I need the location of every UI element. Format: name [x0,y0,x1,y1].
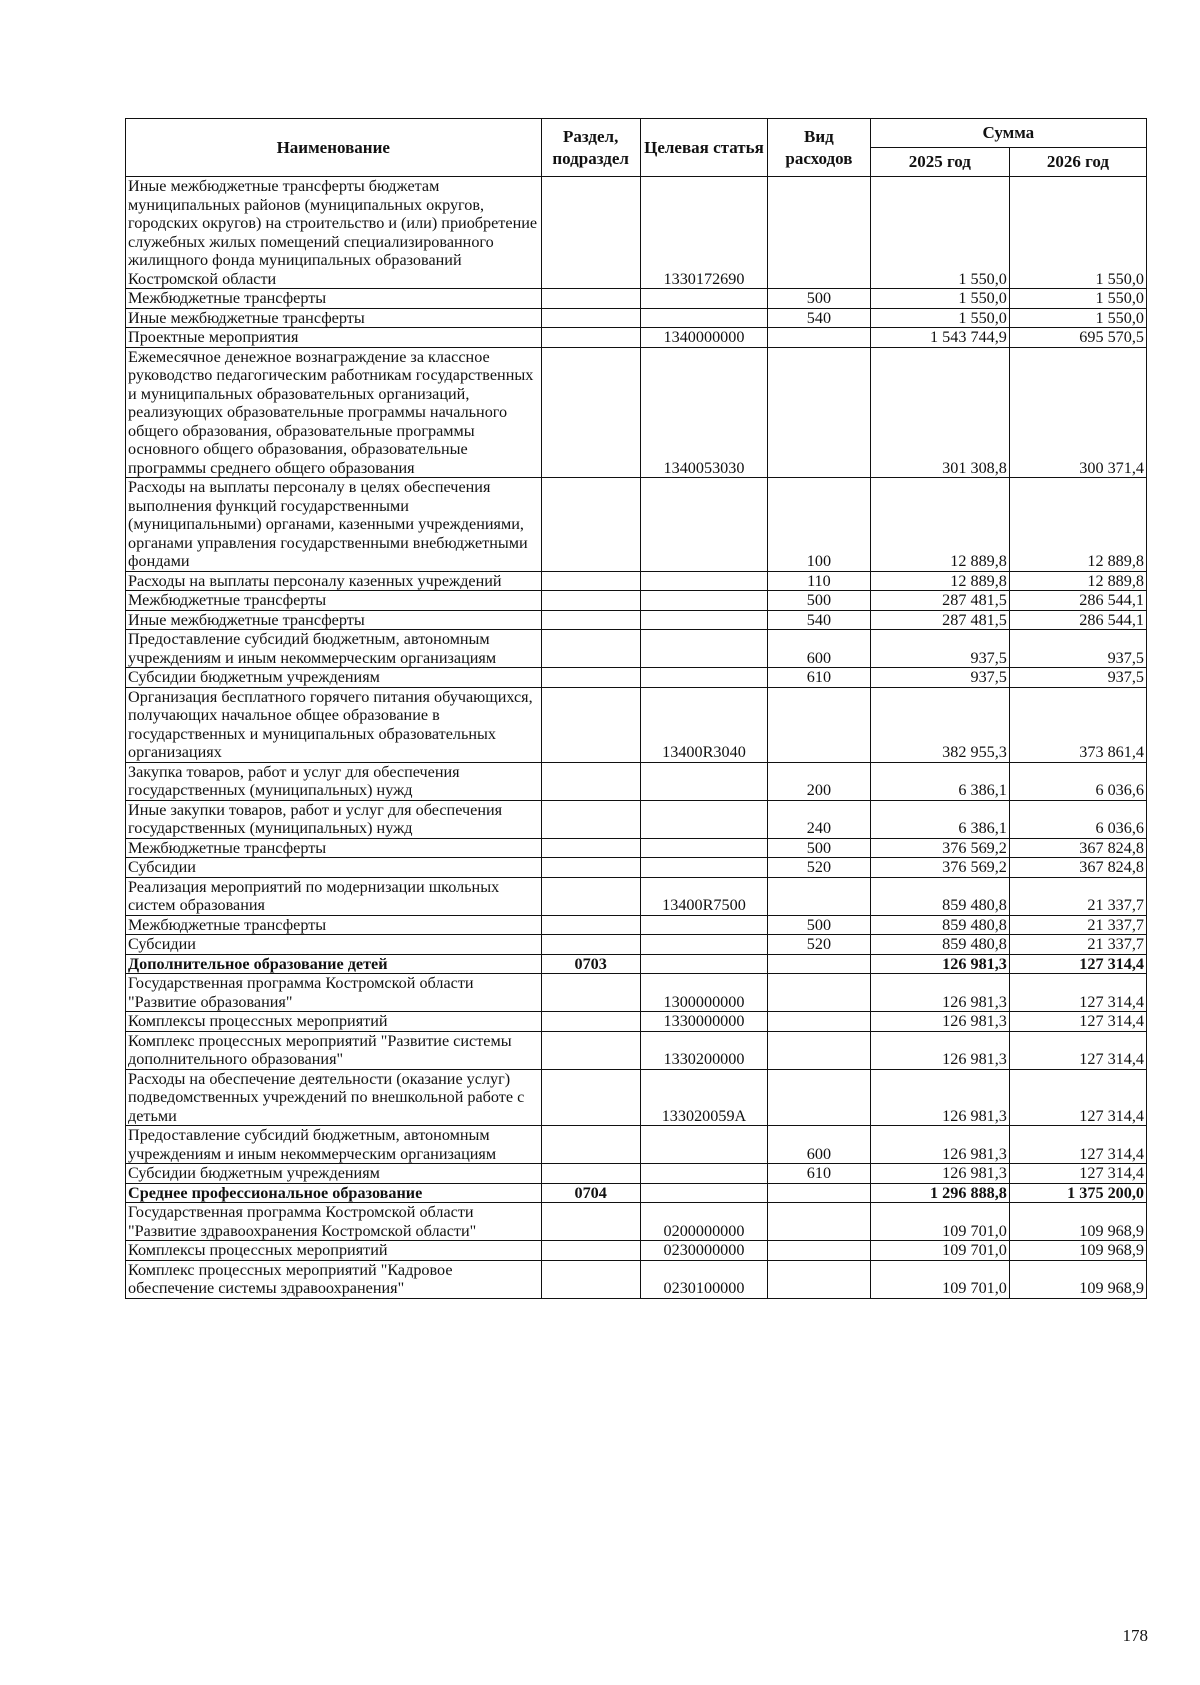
cell-sum-2026: 6 036,6 [1009,762,1146,800]
table-row [126,347,1147,478]
cell-sum-2026: 21 337,7 [1009,915,1146,935]
cell-sum-2025: 126 981,3 [870,1069,1009,1126]
cell-name: Комплекс процессных мероприятий "Кадровое обеспечение системы здравоохранения" [126,1260,542,1298]
cell-sum-2025: 126 981,3 [870,1126,1009,1164]
cell-sum-2026: 1 375 200,0 [1009,1183,1146,1203]
cell-name: Организация бесплатного горячего питания обучающихся, получающих начальное общее образование в государственных и муниципальных образовательных организациях [126,687,542,762]
cell-razdel [541,591,640,611]
header-name: Наименование [126,119,542,177]
cell-celevaya-statya: 1340053030 [640,347,767,478]
header-year-2025: 2025 год [870,148,1009,177]
cell-sum-2025: 1 550,0 [870,289,1009,309]
cell-vid-rashodov: 240 [768,800,871,838]
cell-razdel [541,478,640,572]
table-row [126,1012,1147,1032]
table-row [126,1031,1147,1069]
cell-name: Комплексы процессных мероприятий [126,1241,542,1261]
table-row [126,610,1147,630]
table-row [126,954,1147,974]
table-row [126,478,1147,572]
cell-razdel [541,1069,640,1126]
cell-celevaya-statya [640,571,767,591]
cell-razdel [541,974,640,1012]
cell-sum-2026: 127 314,4 [1009,1126,1146,1164]
cell-name: Государственная программа Костромской области "Развитие здравоохранения Костромской области" [126,1203,542,1241]
cell-razdel: 0703 [541,954,640,974]
cell-sum-2025: 287 481,5 [870,610,1009,630]
cell-celevaya-statya [640,308,767,328]
table-row [126,1126,1147,1164]
cell-name: Расходы на выплаты персоналу казенных учреждений [126,571,542,591]
cell-razdel [541,630,640,668]
cell-vid-rashodov: 500 [768,838,871,858]
cell-razdel [541,687,640,762]
cell-name: Субсидии [126,935,542,955]
cell-celevaya-statya [640,800,767,838]
cell-vid-rashodov: 520 [768,935,871,955]
cell-sum-2026: 109 968,9 [1009,1260,1146,1298]
table-row [126,974,1147,1012]
cell-name: Межбюджетные трансферты [126,915,542,935]
table-row [126,591,1147,611]
cell-sum-2026: 937,5 [1009,630,1146,668]
cell-celevaya-statya [640,668,767,688]
cell-celevaya-statya [640,1164,767,1184]
cell-name: Государственная программа Костромской области "Развитие образования" [126,974,542,1012]
cell-sum-2025: 376 569,2 [870,838,1009,858]
cell-sum-2026: 127 314,4 [1009,974,1146,1012]
cell-vid-rashodov: 610 [768,668,871,688]
cell-name: Комплексы процессных мероприятий [126,1012,542,1032]
cell-razdel [541,289,640,309]
cell-razdel [541,1203,640,1241]
cell-vid-rashodov: 500 [768,591,871,611]
cell-sum-2026: 21 337,7 [1009,877,1146,915]
cell-sum-2026: 286 544,1 [1009,591,1146,611]
cell-sum-2025: 1 543 744,9 [870,328,1009,348]
cell-name: Реализация мероприятий по модернизации школьных систем образования [126,877,542,915]
cell-vid-rashodov [768,877,871,915]
table-row [126,289,1147,309]
cell-sum-2026: 1 550,0 [1009,289,1146,309]
cell-sum-2026: 127 314,4 [1009,954,1146,974]
cell-celevaya-statya: 1330200000 [640,1031,767,1069]
cell-razdel [541,1031,640,1069]
cell-sum-2025: 301 308,8 [870,347,1009,478]
cell-name: Дополнительное образование детей [126,954,542,974]
cell-vid-rashodov [768,1241,871,1261]
cell-vid-rashodov [768,347,871,478]
cell-sum-2026: 127 314,4 [1009,1012,1146,1032]
cell-vid-rashodov: 200 [768,762,871,800]
table-row [126,838,1147,858]
cell-vid-rashodov [768,1069,871,1126]
cell-razdel [541,1241,640,1261]
page-number: 178 [1122,1626,1148,1645]
cell-sum-2025: 126 981,3 [870,1012,1009,1032]
cell-name: Закупка товаров, работ и услуг для обеспечения государственных (муниципальных) нужд [126,762,542,800]
cell-name: Межбюджетные трансферты [126,289,542,309]
cell-razdel [541,915,640,935]
cell-sum-2025: 6 386,1 [870,762,1009,800]
cell-sum-2026: 1 550,0 [1009,308,1146,328]
header-celevaya: Целевая статья [640,119,767,177]
cell-celevaya-statya: 1330172690 [640,177,767,289]
table-row [126,1183,1147,1203]
cell-vid-rashodov: 110 [768,571,871,591]
cell-name: Иные межбюджетные трансферты бюджетам муниципальных районов (муниципальных округов, городских округов) на строительство и (или) приобретение служебных жилых помещений специализированного жилищного фонда муниципальных образований Костромской области [126,177,542,289]
cell-celevaya-statya [640,591,767,611]
cell-sum-2026: 1 550,0 [1009,177,1146,289]
cell-sum-2025: 937,5 [870,668,1009,688]
cell-celevaya-statya: 13400R7500 [640,877,767,915]
cell-sum-2026: 937,5 [1009,668,1146,688]
cell-razdel [541,762,640,800]
cell-razdel [541,177,640,289]
cell-razdel [541,1012,640,1032]
cell-sum-2025: 126 981,3 [870,1164,1009,1184]
cell-sum-2025: 859 480,8 [870,935,1009,955]
cell-celevaya-statya [640,478,767,572]
cell-razdel: 0704 [541,1183,640,1203]
cell-name: Среднее профессиональное образование [126,1183,542,1203]
cell-sum-2025: 12 889,8 [870,571,1009,591]
cell-razdel [541,800,640,838]
cell-sum-2025: 6 386,1 [870,800,1009,838]
cell-sum-2025: 859 480,8 [870,915,1009,935]
cell-sum-2026: 373 861,4 [1009,687,1146,762]
cell-vid-rashodov: 540 [768,610,871,630]
cell-sum-2026: 127 314,4 [1009,1031,1146,1069]
cell-celevaya-statya: 1300000000 [640,974,767,1012]
cell-celevaya-statya: 133020059А [640,1069,767,1126]
table-row [126,687,1147,762]
cell-vid-rashodov [768,974,871,1012]
cell-celevaya-statya: 1340000000 [640,328,767,348]
table-row [126,1260,1147,1298]
cell-vid-rashodov: 100 [768,478,871,572]
cell-razdel [541,838,640,858]
cell-sum-2025: 126 981,3 [870,954,1009,974]
cell-vid-rashodov [768,1260,871,1298]
cell-razdel [541,1126,640,1164]
cell-sum-2025: 859 480,8 [870,877,1009,915]
cell-sum-2025: 287 481,5 [870,591,1009,611]
table-row [126,915,1147,935]
table-row [126,328,1147,348]
table-row [126,1203,1147,1241]
cell-celevaya-statya: 0230000000 [640,1241,767,1261]
cell-vid-rashodov [768,328,871,348]
table-row [126,877,1147,915]
cell-celevaya-statya [640,1183,767,1203]
budget-table [125,118,1147,1299]
header-year-2026: 2026 год [1009,148,1146,177]
table-row [126,1069,1147,1126]
cell-sum-2025: 126 981,3 [870,974,1009,1012]
table-row [126,571,1147,591]
table-row [126,630,1147,668]
table-row [126,800,1147,838]
cell-sum-2026: 367 824,8 [1009,838,1146,858]
cell-name: Межбюджетные трансферты [126,591,542,611]
cell-sum-2026: 21 337,7 [1009,935,1146,955]
table-row [126,1164,1147,1184]
cell-name: Субсидии [126,858,542,878]
cell-celevaya-statya [640,858,767,878]
cell-name: Иные закупки товаров, работ и услуг для обеспечения государственных (муниципальных) нужд [126,800,542,838]
cell-razdel [541,308,640,328]
cell-celevaya-statya [640,762,767,800]
cell-sum-2026: 12 889,8 [1009,571,1146,591]
cell-sum-2025: 1 296 888,8 [870,1183,1009,1203]
cell-sum-2026: 367 824,8 [1009,858,1146,878]
table-row [126,762,1147,800]
cell-celevaya-statya [640,610,767,630]
cell-razdel [541,347,640,478]
cell-celevaya-statya [640,630,767,668]
cell-razdel [541,571,640,591]
cell-razdel [541,1164,640,1184]
cell-sum-2025: 109 701,0 [870,1241,1009,1261]
cell-celevaya-statya [640,838,767,858]
cell-name: Субсидии бюджетным учреждениям [126,668,542,688]
cell-razdel [541,877,640,915]
cell-vid-rashodov: 520 [768,858,871,878]
cell-razdel [541,935,640,955]
cell-vid-rashodov: 500 [768,289,871,309]
cell-sum-2025: 376 569,2 [870,858,1009,878]
cell-name: Предоставление субсидий бюджетным, автономным учреждениям и иным некоммерческим организациям [126,630,542,668]
cell-celevaya-statya [640,289,767,309]
cell-name: Предоставление субсидий бюджетным, автономным учреждениям и иным некоммерческим организациям [126,1126,542,1164]
cell-sum-2025: 109 701,0 [870,1260,1009,1298]
cell-vid-rashodov: 610 [768,1164,871,1184]
cell-vid-rashodov [768,954,871,974]
table-row [126,177,1147,289]
cell-celevaya-statya: 13400R3040 [640,687,767,762]
cell-sum-2025: 109 701,0 [870,1203,1009,1241]
cell-name: Субсидии бюджетным учреждениям [126,1164,542,1184]
table-body [126,177,1147,1299]
cell-celevaya-statya [640,954,767,974]
cell-razdel [541,668,640,688]
cell-razdel [541,610,640,630]
cell-celevaya-statya: 0200000000 [640,1203,767,1241]
cell-celevaya-statya [640,935,767,955]
cell-name: Расходы на выплаты персоналу в целях обеспечения выполнения функций государственными (муниципальными) органами, казенными учреждениями, органами управления государственными внебюджетными фондами [126,478,542,572]
cell-name: Проектные мероприятия [126,328,542,348]
cell-sum-2026: 12 889,8 [1009,478,1146,572]
cell-sum-2025: 1 550,0 [870,177,1009,289]
cell-vid-rashodov [768,1031,871,1069]
cell-sum-2025: 382 955,3 [870,687,1009,762]
cell-name: Расходы на обеспечение деятельности (оказание услуг) подведомственных учреждений по внешкольной работе с детьми [126,1069,542,1126]
cell-sum-2025: 126 981,3 [870,1031,1009,1069]
cell-razdel [541,858,640,878]
cell-celevaya-statya: 0230100000 [640,1260,767,1298]
cell-celevaya-statya [640,915,767,935]
cell-sum-2026: 695 570,5 [1009,328,1146,348]
cell-name: Иные межбюджетные трансферты [126,308,542,328]
cell-name: Комплекс процессных мероприятий "Развитие системы дополнительного образования" [126,1031,542,1069]
cell-sum-2026: 6 036,6 [1009,800,1146,838]
cell-sum-2025: 12 889,8 [870,478,1009,572]
header-vid: Вид расходов [768,119,871,177]
table-row [126,668,1147,688]
cell-name: Межбюджетные трансферты [126,838,542,858]
header-summa: Сумма [870,119,1146,148]
table-header [126,119,1147,177]
cell-razdel [541,328,640,348]
table-row [126,308,1147,328]
cell-vid-rashodov [768,687,871,762]
cell-sum-2026: 127 314,4 [1009,1069,1146,1126]
cell-vid-rashodov [768,1183,871,1203]
table-row [126,1241,1147,1261]
cell-vid-rashodov: 600 [768,630,871,668]
cell-vid-rashodov [768,1203,871,1241]
cell-celevaya-statya [640,1126,767,1164]
table-row [126,858,1147,878]
cell-vid-rashodov: 540 [768,308,871,328]
cell-name: Иные межбюджетные трансферты [126,610,542,630]
cell-vid-rashodov: 500 [768,915,871,935]
cell-sum-2025: 937,5 [870,630,1009,668]
cell-sum-2026: 300 371,4 [1009,347,1146,478]
cell-vid-rashodov [768,177,871,289]
cell-name: Ежемесячное денежное вознаграждение за классное руководство педагогическим работникам государственных и муниципальных образовательных организаций, реализующих образовательные программы начального общего образования, образовательные программы основного общего образования, образовательные программы среднего общего образования [126,347,542,478]
cell-sum-2026: 109 968,9 [1009,1241,1146,1261]
cell-razdel [541,1260,640,1298]
cell-sum-2026: 109 968,9 [1009,1203,1146,1241]
cell-sum-2025: 1 550,0 [870,308,1009,328]
cell-celevaya-statya: 1330000000 [640,1012,767,1032]
cell-sum-2026: 286 544,1 [1009,610,1146,630]
cell-vid-rashodov: 600 [768,1126,871,1164]
cell-vid-rashodov [768,1012,871,1032]
table-row [126,935,1147,955]
cell-sum-2026: 127 314,4 [1009,1164,1146,1184]
header-razdel: Раздел, подраздел [541,119,640,177]
